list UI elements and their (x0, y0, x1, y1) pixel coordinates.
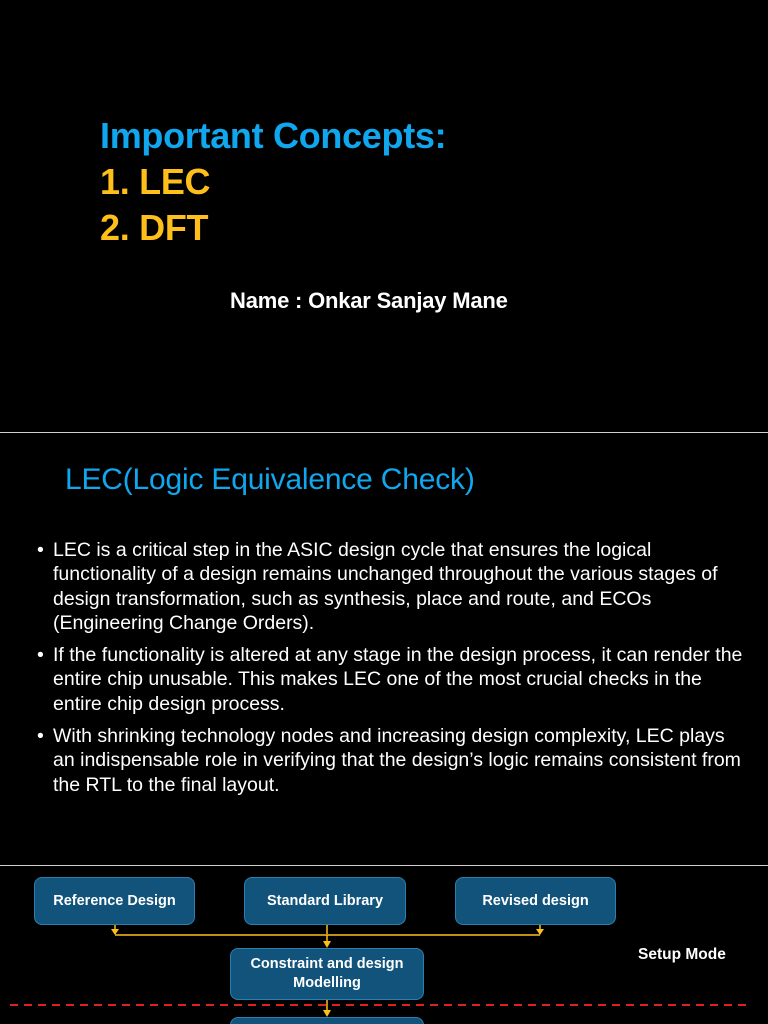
concept-item-dft: 2. DFT (100, 207, 209, 248)
flow-box-constraint-modelling (230, 948, 424, 1000)
flow-box-standard-library (244, 877, 406, 925)
setup-mode-label: Setup Mode (638, 946, 726, 963)
flow-box-revised-design (455, 877, 616, 925)
flow-box-label: Standard Library (266, 892, 384, 909)
arrowhead (323, 941, 331, 948)
concept-item-lec: 1. LEC (100, 161, 211, 202)
slide-divider (0, 432, 768, 433)
slide-title-block (100, 113, 446, 251)
author-name: Name : Onkar Sanjay Mane (230, 288, 508, 313)
bullet-item: • If the functionality is altered at any stage in the design process, it can render the entire chip unusable. This makes LEC one of the most crucial checks in the entire chip design process. (37, 643, 747, 716)
lec-slide (0, 434, 768, 865)
flow-box-label: Reference Design (53, 892, 176, 909)
slide-title: Important Concepts: (100, 115, 447, 156)
lec-flow-slide (0, 866, 768, 1024)
arrowhead (323, 1010, 331, 1017)
bullet-item: • LEC is a critical step in the ASIC design cycle that ensures the logical functionality of a design remains unchanged throughout the various stages of design transformation, such as synthesis, place and route, and ECOs (Engineering Change Orders). (37, 538, 747, 635)
flow-box-reference-design (34, 877, 195, 925)
arrowhead (111, 929, 119, 935)
lec-slide-title: LEC(Logic Equivalence Check) (65, 463, 475, 496)
arrowhead (536, 929, 544, 935)
flow-box-next-step (230, 1017, 424, 1024)
flow-box-label: Constraint and design Modelling (250, 956, 404, 991)
flow-box-label: Revised design (482, 892, 589, 909)
bullet-item: • With shrinking technology nodes and increasing design complexity, LEC plays an indispensable role in verifying that the design’s logic remains consistent from the RTL to the final layout. (37, 724, 747, 797)
lec-bullet-list (37, 538, 747, 805)
title-slide (0, 0, 768, 432)
